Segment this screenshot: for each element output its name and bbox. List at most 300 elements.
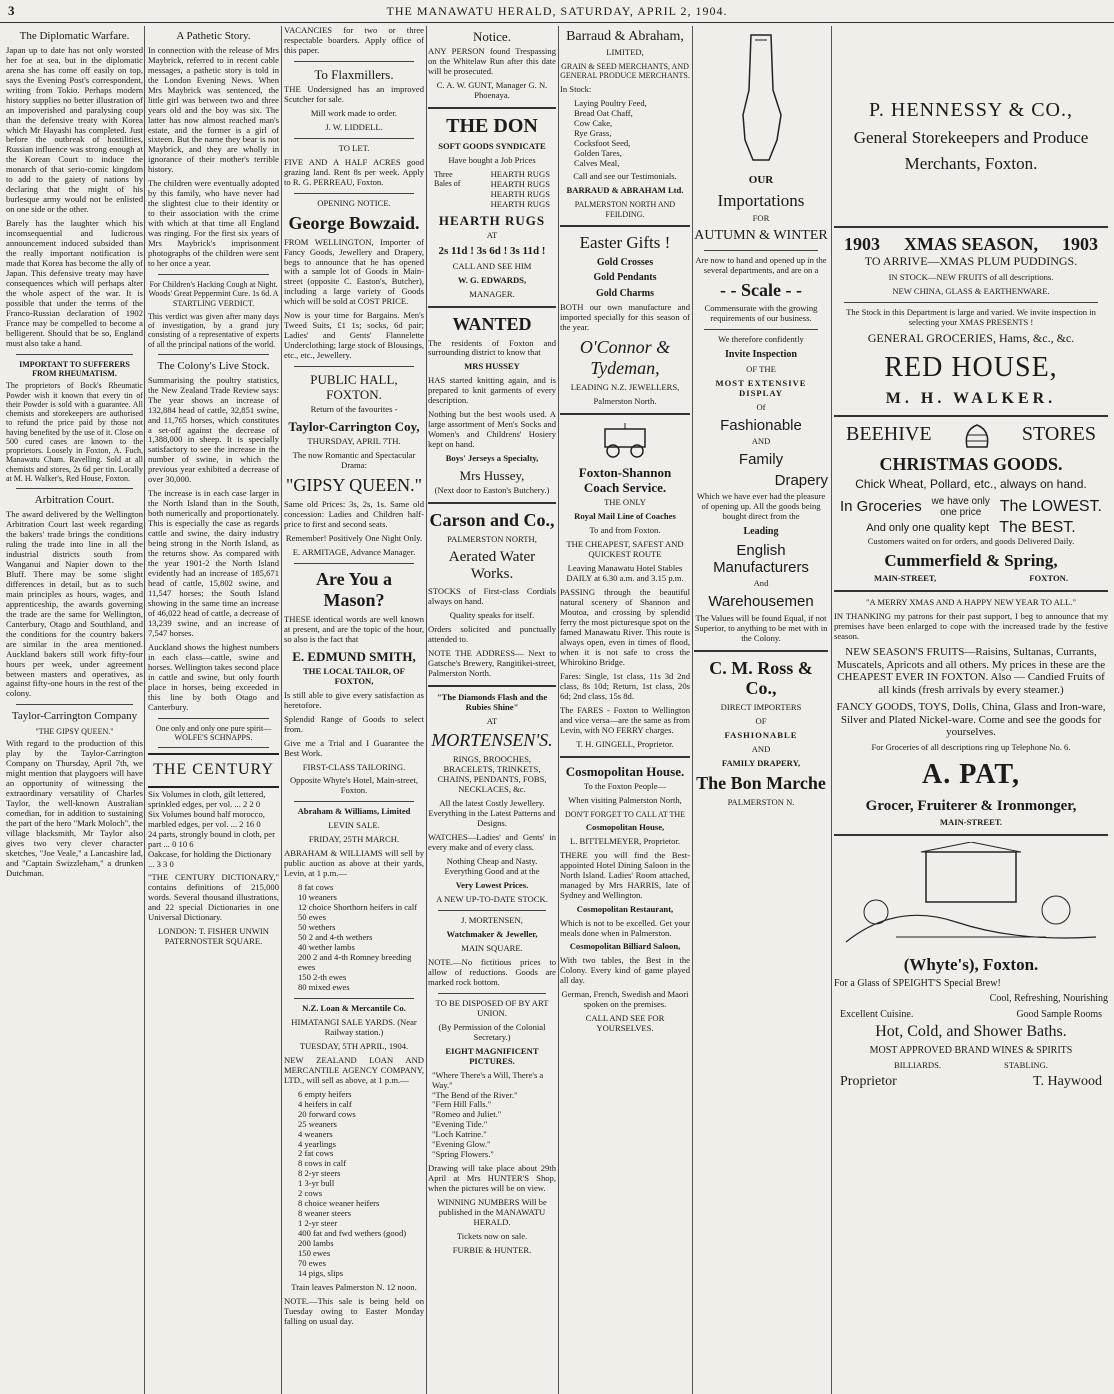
advert-heading: PUBLIC HALL, FOXTON. <box>310 372 398 403</box>
advert-heading: Are You a Mason? <box>316 569 392 610</box>
advert-text: Are now to hand and opened up in the several departments, and are on a <box>695 254 827 275</box>
cuisine-line <box>834 1009 1108 1021</box>
divider <box>438 910 546 911</box>
divider <box>158 274 269 275</box>
advert-text: Give me a Trial and I Guarantee the Best Work. <box>284 737 424 758</box>
advert-text: CALL AND SEE FOR YOURSELVES. <box>585 1013 665 1034</box>
advert-text: Splendid Range of Goods to select from. <box>284 713 424 734</box>
advert-text: MANAGER. <box>469 288 515 299</box>
advert-text: The Stock in this Department is large and varied. We invite inspection in selecting your XMAS PRESENTS ! <box>846 306 1096 327</box>
advert-text: The FARES - Foxton to Wellington and vice versa—are the same as from Levin, with NO FERRY charges. <box>560 704 690 735</box>
column-3 <box>284 26 424 1394</box>
advert-heading: Cosmopolitan Billiard Saloon, <box>569 941 681 952</box>
column-2 <box>148 26 279 1394</box>
advert-text: Drawing will take place about 29th April at Mrs HUNTER'S Shop, when the pictures will be on view. <box>428 1163 556 1194</box>
article-paragraph: The award delivered by the Wellington Arbitration Court last week regarding the bakers' trade brings the conditions ruling the trade into line in all the industrial districts south from Wanganui and Napier down to the Bluff. There may be some slight differences in detail, but as to such main principles as hours, wages, and apprenticeship, the awards governing the trade are the same for Wellington, Canterbury, Otago and Southland, and the conditions for the country bakers are similar in the area mentioned. Auckland bakers still work fifty-four hours per week, under agreement between masters and operatives, as against fifty-one hours in the rest of the colony. <box>6 509 143 699</box>
advert-text: NEW CHINA, GLASS & EARTHENWARE. <box>892 285 1050 296</box>
stock-list <box>298 883 424 993</box>
divider <box>844 302 1098 303</box>
divider <box>294 801 414 802</box>
list-item: Bread Oat Chaff, <box>574 107 633 118</box>
advert-heading: Drapery <box>774 471 828 489</box>
price-list <box>148 790 279 870</box>
list-item: "Where There's a Will, There's a Way." <box>432 1069 544 1090</box>
list-item: 50 ewes <box>298 912 326 923</box>
advert-heading: WANTED <box>452 313 532 334</box>
list-item: 1 2-yr steer <box>298 1218 338 1229</box>
advert-heading: N.Z. Loan & Mercantile Co. <box>302 1002 406 1013</box>
advert-text: ABRAHAM & WILLIAMS will sell by public auction as above at their yards, Levin, at 1 p.m.— <box>284 848 424 879</box>
advert-text: THE LOCAL TAILOR, OF FOXTON, <box>303 665 405 686</box>
list-item: Cow Cake, <box>574 117 613 128</box>
advert-text: AT <box>486 230 498 240</box>
list-item: Six Volumes in cloth, gilt lettered, sprinkled edges, per vol. ... 2 2 0 <box>148 788 266 809</box>
advert-text: ANY PERSON found Trespassing on the Whitelaw Run after this date will be prosecuted. <box>428 46 556 77</box>
advert-heading: EIGHT MAGNIFICENT PICTURES. <box>445 1045 539 1066</box>
article-subheading: "THE GIPSY QUEEN." <box>35 727 114 737</box>
list-item: 25 weaners <box>298 1118 337 1129</box>
advert-heading: THE DON <box>446 114 538 137</box>
column-1 <box>6 26 143 1394</box>
advert-heading: THE CENTURY <box>153 761 274 779</box>
masthead <box>0 0 1114 23</box>
divider <box>158 747 269 748</box>
divider <box>428 107 556 109</box>
divider <box>16 704 133 705</box>
list-item: 24 parts, strongly bound in cloth, per part ... 0 10 6 <box>148 828 275 849</box>
billiards-line <box>834 1061 1108 1071</box>
advert-heading: J. MORTENSEN, <box>461 914 523 925</box>
divider <box>294 138 414 139</box>
list-item: "Romeo and Juliet." <box>432 1109 502 1120</box>
list-item: 40 wether lambs <box>298 942 355 953</box>
list-item: 200 2 and 4-th Romney breeding ewes <box>298 952 412 972</box>
beehive-left: BEEHIVE <box>846 422 932 445</box>
advert-text: DON'T FORGET TO CALL AT THE <box>564 809 686 819</box>
century-advert <box>148 753 279 788</box>
gift-item: Gold Crosses <box>596 256 654 268</box>
advert-heading: LEVIN SALE. <box>328 820 380 831</box>
advert-text: PALMERSTON NORTH AND FEILDING. <box>574 200 676 219</box>
advert-text: (Next door to Easton's Butchery.) <box>434 485 550 496</box>
list-item: 2 cows <box>298 1188 323 1199</box>
advert-footer: LONDON: T. FISHER UNWIN PATERNOSTER SQUARE. <box>158 926 269 947</box>
advert-prices: 2s 11d ! 3s 6d ! 3s 11d ! <box>438 244 546 257</box>
advert-text: Mill work made to order. <box>310 107 398 118</box>
divider <box>694 650 828 652</box>
advert-text: Now is your time for Bargains. Men's Tweed Suits, £1 1s; socks, 6d pair; Ladies' and Gents' Flannelette Underclothing; large stock of Blousings, etc., etc., Jewellery. <box>284 310 424 361</box>
advert-heading: C. M. Ross & Co., <box>709 657 813 699</box>
advert-text: Orders solicited and punctually attended to. <box>428 623 556 644</box>
stock-list <box>574 99 690 169</box>
quality-label: And only one quality kept <box>866 521 990 534</box>
list-item: Golden Tares, <box>574 147 622 158</box>
divider <box>428 306 556 308</box>
advert-heading: - - Scale - - <box>720 279 802 300</box>
advert-text: Of <box>756 401 766 412</box>
article-paragraph: Summarising the poultry statistics, the New Zealand Trade Review says: The year shows an increase of 132,884 head of cattle, 32,851 swine, and 11,765 horses, which constitutes a set-off against the decrease of 1,388,000 in sheep. It is specially satisfactory to see the increase in the number of swine, in which the previous year exhibited a decrease of over 30,000. <box>148 374 279 485</box>
advert-heading: MORTENSEN'S. <box>431 730 553 751</box>
advert-text: This verdict was given after many days of investigation, by a grand jury consisting of a representative of experts of all the principal nations of the world. <box>148 311 279 349</box>
advert-text: HIMATANGI SALE YARDS. (Near Railway station.) <box>291 1016 417 1037</box>
divider <box>834 834 1108 836</box>
list-item: HEARTH RUGS <box>490 188 550 199</box>
advert-text: Which is not to be excelled. Get your meals done when in Palmerston. <box>560 917 690 938</box>
advert-text: MOST APPROVED BRAND WINES & SPIRITS <box>869 1044 1073 1056</box>
advert-heading: MOST EXTENSIVE DISPLAY <box>715 377 807 398</box>
advert-heading: Watchmaker & Jeweller, <box>446 928 538 939</box>
list-item: 50 wethers <box>298 922 336 933</box>
advert-heading: Family <box>738 451 784 469</box>
list-item: "Spring Flowers." <box>432 1149 494 1160</box>
advert-text: We therefore confidently <box>718 334 804 345</box>
advert-text: Nothing but the best wools used. A large assortment of Men's Socks and Women's and Childrens' Hosiery kept on hand. <box>428 409 556 450</box>
divider <box>704 250 818 251</box>
billiards: BILLIARDS. <box>894 1059 942 1070</box>
advert-heading: TO LET. <box>338 142 370 153</box>
article-heading: Arbitration Court. <box>34 494 115 507</box>
divider <box>560 413 690 415</box>
advert-heading: RED HOUSE, <box>884 351 1058 383</box>
proprietor-label: Proprietor <box>840 1074 897 1090</box>
divider <box>158 718 269 719</box>
divider <box>560 756 690 758</box>
list-item: 14 pigs, slips <box>298 1268 344 1279</box>
advert-text: Which we have ever had the pleasure of opening up. All the goods being bought direct from the <box>696 491 826 521</box>
advert-text: OF THE <box>746 363 776 374</box>
advert-heading: P. HENNESSY & CO., <box>869 99 1073 121</box>
address-town: FOXTON. <box>1029 572 1068 583</box>
list-item: 10 weaners <box>298 892 337 903</box>
advert-text: For Groceries of all descriptions ring up Telephone No. 6. <box>871 742 1071 753</box>
advert-heading: Mrs Hussey, <box>459 468 525 484</box>
divider <box>560 225 690 227</box>
year-left: 1903 <box>844 234 880 255</box>
advert-heading: E. EDMUND SMITH, <box>292 648 416 664</box>
article-heading: IMPORTANT TO SUFFERERS FROM RHEUMATISM. <box>19 359 130 379</box>
rugs-block <box>428 170 556 210</box>
article-paragraph: In connection with the release of Mrs Maybrick, referred to in recent cable messages, a pathetic story is told in the London Evening News. When Mrs Maybrick was sentenced, the little girl was between two and three years old and the boy was six. The latter has now almost reached man's estate, and the former is a girl of sixteen. But the name they bear is not Maybrick, and they are wholly in ignorance of their mother's terrible history. <box>148 44 279 175</box>
list-item: Oakcase, for holding the Dictionary ... 3 3 0 <box>148 848 272 869</box>
advert-text: For a Glass of SPEIGHT'S Special Brew! <box>834 977 1001 989</box>
column-rule <box>692 26 693 1394</box>
advert-heading: "GIPSY QUEEN." <box>285 475 423 496</box>
proprietor-line <box>834 1074 1108 1090</box>
advert-heading: FAMILY DRAPERY, <box>721 758 801 769</box>
divider <box>428 685 556 687</box>
advert-heading: Aerated Water Works. <box>448 549 536 583</box>
list-item: 20 forward cows <box>298 1108 356 1119</box>
advert-heading: Carson and Co., <box>429 510 555 531</box>
advert-heading: HEARTH RUGS <box>438 212 546 228</box>
advert-text: LEADING N.Z. JEWELLERS, <box>570 382 680 393</box>
advert-heading: A NEW UP-TO-DATE STOCK. <box>436 893 548 904</box>
page-number: 3 <box>8 3 16 18</box>
advert-heading: Importations <box>717 190 805 210</box>
advert-text: German, French, Swedish and Maori spoken on the premises. <box>561 989 689 1010</box>
divider <box>834 415 1108 417</box>
advert-text: In Stock: <box>560 83 592 94</box>
advert-text: The residents of Foxton and surrounding district to know that <box>428 337 556 358</box>
list-item: Cocksfoot Seed, <box>574 137 631 148</box>
advert-text: Quality speaks for itself. <box>449 609 535 620</box>
divider <box>294 366 414 367</box>
advert-text: PALMERSTON N. <box>727 797 795 808</box>
list-item: 150 2-th ewes <box>298 971 347 982</box>
advert-heading: Cosmopolitan Restaurant, <box>576 903 674 914</box>
advert-text: TO ARRIVE—XMAS PLUM PUDDINGS. <box>864 254 1078 269</box>
hotel-illustration-icon <box>836 842 1106 952</box>
advert-text: FRIDAY, 25TH MARCH. <box>308 834 400 845</box>
advert-text: NOTE THE ADDRESS— Next to Gatsche's Brewery, Rangitikei-street, Palmerston North. <box>428 647 556 678</box>
advert-text: FROM WELLINGTON, Importer of Fancy Goods, Jewellery and Drapery, begs to announce that he has opened with a sample lot of Goods in Main-street (opposite C. Easton's, Butcher), including a large variety of Goods which will be sold at COST PRICE. <box>284 236 424 307</box>
advert-text: FANCY GOODS, TOYS, Dolls, China, Glass and Iron-ware, Silver and Plated Nickel-ware. Come and see the goods for yourselves. <box>836 700 1106 739</box>
advert-text: The Values will be found Equal, if not Superior, to anything to be met with in the Colony. <box>694 612 828 643</box>
advert-heading: English Manufacturers <box>713 541 809 576</box>
list-item: "Loch Katrine." <box>432 1129 487 1140</box>
advert-heading: Invite Inspection <box>725 349 797 361</box>
list-item: 4 weaners <box>298 1128 333 1139</box>
advert-text: To and from Foxton. <box>589 525 661 536</box>
advert-heading: Royal Mail Line of Coaches <box>574 511 676 522</box>
list-item: 200 lambs <box>298 1238 334 1249</box>
advert-text: Palmerston North. <box>593 396 657 407</box>
xmas-heading <box>834 234 1108 255</box>
advert-text: BOTH our own manufacture and imported specially for this season of the year. <box>560 302 690 333</box>
advert-heading: (Whyte's), Foxton. <box>903 954 1039 974</box>
advert-heading: THE CHEAPEST, SAFEST AND QUICKEST ROUTE <box>566 539 684 560</box>
advert-text: PASSING through the beautiful natural scenery of Shannon and Moutoa, and crossing by splendid ferry the most picturesque spot on the famed Manawatu River. This route is always open, even in times of flood, when it is not safe to cross the Whirokino Bridge. <box>560 586 690 667</box>
advert-text: Opposite Whyte's Hotel, Main-street, Foxton. <box>289 775 419 796</box>
beehive-heading <box>834 423 1108 451</box>
advert-heading: Foxton-Shannon Coach Service. <box>578 465 672 496</box>
list-item: 12 choice Shorthorn heifers in calf <box>298 902 418 913</box>
advert-text: AT <box>486 715 498 726</box>
advert-heading: BARRAUD & ABRAHAM Ltd. <box>566 185 684 196</box>
advert-heading: AUTUMN & WINTER <box>694 228 828 244</box>
list-item: 4 yearlings <box>298 1138 336 1149</box>
list-item: HEARTH RUGS <box>490 198 550 209</box>
column-4 <box>428 26 556 1394</box>
advert-text: RINGS, BROOCHES, BRACELETS, TRINKETS, CHAINS, PENDANTS, FOBS, NECKLACES, &c. <box>437 754 547 795</box>
advert-heading: Fashionable <box>720 416 802 434</box>
list-item: 2 fat cows <box>298 1148 334 1159</box>
divider <box>16 488 133 489</box>
advert-heading: Notice. <box>473 29 511 44</box>
advert-text: MAIN SQUARE. <box>461 942 523 953</box>
article-paragraph: The children were eventually adopted by this family, who have never had the slightest clue to their identity or to their association with the crime with which at that time all England was ringing. For the first six years of Mrs Maybrick's imprisonment photographs of the children were sent to her once a year. <box>148 178 279 269</box>
advert-text: Train leaves Palmerston N. 12 noon. <box>291 1282 417 1293</box>
advert-text: Is still able to give every satisfaction as heretofore. <box>284 689 424 710</box>
stabling: STABLING. <box>1004 1059 1048 1070</box>
advert-text: One only and only one pure spirit— WOLFE'S SCHNAPPS. <box>155 723 272 742</box>
advert-text: NEW ZEALAND LOAN AND MERCANTILE AGENCY COMPANY, LTD., will sell as above, at 1 p.m.— <box>284 1054 424 1085</box>
list-item: HEARTH RUGS <box>490 169 550 180</box>
advert-text: NOTE.—No fictitious prices to allow of reductions. Goods are marked rock bottom. <box>428 956 556 987</box>
column-rule <box>144 26 145 1394</box>
address-line <box>834 574 1108 584</box>
advert-text: All the latest Costly Jewellery. Everything in the Latest Patterns and Designs. <box>428 798 556 829</box>
advert-text: Call and see our Testimonials. <box>573 171 677 182</box>
article-paragraph: The increase is in each case larger in the North Island than in the South, both numerically and proportionately. This is especially the case as regards cattle and swine, the dairy industry being strong in the North Island, as the returns show. As compared with the year 1901-2 the North Island evidently had an increase of 185,671 head of cattle, 15,802 swine, and 11,547 horses; the South Island showing in the same time an increase of 46,022 head of cattle, a decrease of 13,239 swine, and an increase of 7,547 horses. <box>148 488 279 638</box>
advert-heading: FIRST-CLASS TAILORING. <box>302 761 406 772</box>
list-item: 8 2-yr steers <box>298 1168 341 1179</box>
advert-heading: Easter Gifts ! <box>579 232 671 252</box>
list-item: 80 mixed ewes <box>298 981 350 992</box>
column-rule <box>558 26 559 1394</box>
advert-heading: W. G. EDWARDS, <box>457 274 527 285</box>
article-heading: A Pathetic Story. <box>176 30 251 42</box>
list-item: "Evening Glow." <box>432 1139 491 1150</box>
advert-text: L. BITTELMEYER, Proprietor. <box>569 835 681 846</box>
list-item: 8 choice weaner heifers <box>298 1198 380 1209</box>
advert-heading: General Storekeepers and Produce Merchants, Foxton. <box>853 128 1089 173</box>
advert-text: To the Foxton People— <box>583 780 667 791</box>
article-paragraph: The proprietors of Bock's Rheumatic Powder wish it known that every tin of their Powder is sold with a guarantee. All chemists and storekeepers are authorised to refund the price paid by those not having benefited by the use of it. Close on 500 cured cases are known to the proprietors. Loosely in Foxton, A. Fuch, Manawatu Cham. Ravelling. Sold at all chemists and stores, 2s 6d per tin. Locally at M. H. Walker's, Red House, Foxton. <box>6 381 143 483</box>
divider <box>834 590 1108 592</box>
advert-text: For Children's Hacking Cough at Night. Woods' Great Peppermint Cure. 1s 6d. A STARTLING VERDICT. <box>148 280 279 308</box>
advert-heading: Hot, Cold, and Shower Baths. <box>875 1023 1067 1041</box>
article-heading: Taylor-Carrington Company <box>11 710 138 723</box>
advert-text: Leaving Manawatu Hotel Stables DAILY at 6.30 a.m. and 3.15 p.m. <box>566 563 684 584</box>
advert-text: FOR <box>752 213 770 224</box>
address-street: MAIN-STREET, <box>874 572 937 583</box>
advert-text: PALMERSTON NORTH, <box>447 534 537 545</box>
beehive-right: STORES <box>1021 422 1096 445</box>
advert-text: And <box>753 578 769 589</box>
divider <box>294 563 414 564</box>
advert-heading: George Bowzaid. <box>288 212 420 233</box>
advert-text: GRAIN & SEED MERCHANTS, AND GENERAL PRODUCE MERCHANTS. <box>560 62 690 81</box>
column-rule <box>281 26 282 1394</box>
advert-subheading: SOFT GOODS SYNDICATE <box>438 141 546 152</box>
advert-text: Return of the favourites - <box>310 404 398 415</box>
year-right: 1903 <box>1062 234 1098 255</box>
advert-text: Same old Prices: 3s, 2s, 1s. Same old concession: Ladies and Children half-price to first and second seats. <box>284 499 424 530</box>
advert-heading: Grocer, Fruiterer & Ironmonger, <box>865 797 1077 814</box>
list-item: 150 ewes <box>298 1248 331 1259</box>
list-item: 8 fat cows <box>298 882 334 893</box>
advert-heading: OPENING NOTICE. <box>317 197 391 208</box>
divider <box>704 329 818 330</box>
advert-text: NOTE.—This sale is being held on Tuesday owing to Easter Monday falling on usual day. <box>284 1296 424 1326</box>
advert-heading: Very Lowest Prices. <box>455 880 529 891</box>
list-item: 4 heifers in calf <box>298 1098 352 1109</box>
list-item: 6 empty heifers <box>298 1088 352 1099</box>
groceries-lowest: The LOWEST. <box>999 497 1102 515</box>
column-6 <box>694 26 828 1394</box>
advert-heading: FASHIONABLE <box>724 730 798 741</box>
column-7 <box>834 26 1108 1394</box>
article-paragraph: With regard to the production of this play by the Taylor-Carrington Company on Thursday, April 7th, we might mention that playgoers will have an opportunity of witnessing the extraordinary versatility of Charles Taylor, the well-known Australian comedian, for in addition to sustaining the part of the hero "Mark Moloch", the village blacksmith, Mr Taylor also gives two very clever character sketches, "Joe Veale," a Lancashire lad, and "Captain Swizzleham," a drunken Dutchman. <box>6 738 143 879</box>
advert-text: NEW SEASON'S FRUITS—Raisins, Sultanas, Currants, Muscatels, Apricots and all others. My prices in these are the CHEAPEST EVER IN FOXTON. Also — Candied Fruits of all kinds (fresh arrivals by every steamer.) <box>836 645 1106 697</box>
advert-text: THE Undersigned has an improved Scutcher for sale. <box>284 83 424 104</box>
advert-text: THERE you will find the Best-appointed Hotel Dining Saloon in the North Island. Ladies' Room attached, managed by Mrs HARRIS, late of Sydney and Wellington. <box>560 849 690 900</box>
proprietor-name: T. Haywood <box>1033 1074 1102 1090</box>
divider <box>294 998 414 999</box>
advert-text: OF <box>755 716 767 727</box>
list-item: 8 weaner steers <box>298 1208 351 1219</box>
article-paragraph: Auckland shows the highest numbers in each class—cattle, swine and horses. Wellington takes second place in cattle and swine, but only fourth place in horses, being exceeded in this line by both Otago and Canterbury. <box>148 641 279 712</box>
divider <box>158 354 269 355</box>
gift-item: Gold Pendants <box>593 272 657 284</box>
advert-heading: A. PAT, <box>922 759 1020 791</box>
list-item: Rye Grass, <box>574 127 612 138</box>
advert-text: AND <box>751 436 771 447</box>
advert-text: STOCKS of First-class Cordials always on hand. <box>428 585 556 606</box>
column-5 <box>560 26 690 1394</box>
advert-text: Have bought a Job Prices <box>448 155 536 166</box>
list-item: 400 fat and fwd wethers (good) <box>298 1228 407 1239</box>
list-item: Calves Meal, <box>574 157 620 168</box>
divider <box>294 193 414 194</box>
advert-signature: FURBIE & HUNTER. <box>452 1245 532 1256</box>
list-item: Laying Poultry Feed, <box>574 97 647 108</box>
advert-heading: CHRISTMAS GOODS. <box>879 453 1063 474</box>
advert-heading: Barraud & Abraham, <box>566 29 684 44</box>
advert-text: (By Permission of the Colonial Secretary.) <box>438 1021 546 1042</box>
advert-signature: C. A. W. GUNT, Manager G. N. Phoenaya. <box>436 79 548 100</box>
divider <box>16 354 133 355</box>
advert-text: Chick Wheat, Pollard, etc., always on hand. <box>855 476 1087 491</box>
list-item: 50 2 and 4-th wethers <box>298 932 373 943</box>
advert-heading: Cummerfield & Spring, <box>884 551 1058 571</box>
column-rule <box>831 26 832 1394</box>
advert-text: Commensurate with the growing requirements of our business. <box>704 303 818 324</box>
column-rule <box>426 26 427 1394</box>
advert-text: "A MERRY XMAS AND A HAPPY NEW YEAR TO ALL." <box>866 596 1076 607</box>
advert-signature: J. W. LIDDELL. <box>325 121 383 132</box>
advert-heading: Taylor-Carrington Coy, <box>288 419 420 435</box>
advert-heading: M. H. WALKER. <box>885 390 1057 408</box>
list-item: 8 cows in calf <box>298 1158 346 1169</box>
season-title: XMAS SEASON, <box>903 234 1039 255</box>
rugs-label: Three Bales of <box>434 170 461 189</box>
list-item: Six Volumes bound half morocco, marbled edges, per vol. ... 2 16 0 <box>148 808 265 829</box>
advert-text: VACANCIES for two or three respectable boarders. Apply office of this paper. <box>284 26 424 55</box>
coach-illustration-icon <box>595 421 655 461</box>
advert-text: HAS started knitting again, and is prepared to knit garments of every description. <box>428 375 556 406</box>
advert-heading: Boys' Jerseys a Specialty, <box>445 453 539 464</box>
advert-heading: OUR <box>748 174 774 186</box>
advert-heading: The Bon Marche <box>696 773 826 794</box>
list-item: 1 3-yr bull <box>298 1178 335 1189</box>
list-item: 70 ewes <box>298 1258 326 1269</box>
divider <box>834 226 1108 228</box>
advert-heading: O'Connor & Tydeman, <box>579 337 671 379</box>
divider <box>294 61 414 62</box>
quality-best: The BEST. <box>999 518 1076 536</box>
advert-text: MAIN-STREET. <box>939 816 1003 827</box>
advert-text: IN STOCK—NEW FRUITS of all descriptions. <box>888 271 1054 282</box>
advert-text: Nothing Cheap and Nasty. Everything Good and at the <box>444 856 540 877</box>
stock-list <box>298 1090 424 1279</box>
advert-heading: Cosmopolitan House. <box>565 763 685 779</box>
advert-signature: T. H. GINGELL, Proprietor. <box>576 738 674 749</box>
gift-item: Gold Charms <box>595 287 655 299</box>
advert-heading: Cosmopolitan House, <box>585 821 665 832</box>
advert-text: IN THANKING my patrons for their past support, I beg to announce that my premises have been enlarged to cope with the increased trade by the festive season. <box>834 610 1108 641</box>
advert-heading: Abraham & Williams, Limited <box>297 806 411 817</box>
groceries-note: we have only one price <box>931 495 990 519</box>
advert-text: Cool, Refreshing, Nourishing <box>989 993 1108 1005</box>
advert-text: THESE identical words are well known at present, and are the topic of the hour, so also is the fact that <box>284 613 424 644</box>
advert-heading: "The Diamonds Flash and the Rubies Shine" <box>436 691 548 712</box>
advert-text: CALL AND SEE HIM <box>452 260 532 271</box>
cuisine-right: Good Sample Rooms <box>1016 1008 1102 1020</box>
advert-text: With two tables, the Best in the Colony. Every kind of game played all day. <box>560 955 690 986</box>
groceries-line <box>834 496 1108 519</box>
